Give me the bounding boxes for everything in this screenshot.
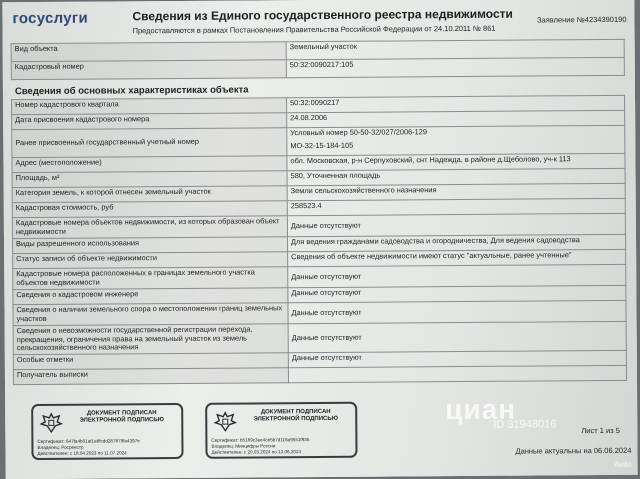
coat-of-arms-icon: [213, 411, 237, 433]
gosuslugi-logo: госуслуги: [12, 9, 89, 28]
characteristics-table: [11, 95, 627, 385]
field-label: Номер кадастрового квартала: [12, 98, 287, 115]
field-value: Земли сельскохозяйственного назначения: [287, 183, 625, 200]
stamp-cert: Сертификат: b5189c3ee4ce5b7d116a9551f935: [211, 437, 310, 443]
stamp-cert: Сертификат: 647fa4b01af1e8fcdd287879fa4397e: [37, 438, 140, 444]
table-row: [13, 321, 626, 354]
table-row: [11, 57, 624, 79]
object-summary-table: [11, 39, 625, 80]
field-label: Дата присвоения кадастрового номера: [12, 113, 287, 130]
avito-watermark: Avito: [613, 459, 632, 469]
field-value: 24.08.2006: [287, 110, 625, 127]
coat-of-arms-icon: [39, 412, 63, 434]
document-sheet: [2, 0, 637, 479]
field-value: 50:32:0090217:105: [286, 57, 624, 77]
field-value: Сведения об объекте недвижимости имеют статус "актуальные, ранее учтенные": [288, 249, 626, 266]
stamp-valid: Действителен: с 20.03.2024 по 13.06.2024: [211, 449, 302, 455]
document-title: Сведения из Единого государственного реестра недвижимости: [132, 6, 513, 24]
table-row: [13, 365, 626, 384]
section-title: Сведения об основных характеристиках объекта: [14, 84, 249, 98]
cian-watermark: циан: [445, 393, 517, 426]
field-label: Сведения о невозможности государственной регистрации перехода, прекращения, ограничения права на земельный участок из земель сельскохозяйственного назначения: [13, 324, 288, 355]
field-label: Кадастровые номера объектов недвижимости, из которых образован объект недвижимости: [12, 216, 287, 239]
statement-number: Заявление №4234390190: [536, 14, 627, 25]
field-value: Данные отсутствуют: [287, 213, 625, 236]
field-label: Статус записи об объекте недвижимости: [13, 252, 288, 269]
field-value: Данные отсутствуют: [288, 321, 626, 352]
field-value: Данные отсутствуют: [288, 285, 626, 302]
prev-number-2: МО-32-15-184-105: [290, 140, 354, 150]
field-value: 258523.4: [287, 198, 625, 215]
stamp-title: ДОКУМЕНТ ПОДПИСАН ЭЛЕКТРОННОЙ ПОДПИСЬЮ: [79, 410, 164, 424]
prev-number: Условный номер 50-50-32/027/2006-129: [290, 127, 428, 138]
e-signature-stamp: [31, 403, 183, 460]
field-value: Земельный участок: [286, 39, 624, 59]
stamp-title: ДОКУМЕНТ ПОДПИСАН ЭЛЕКТРОННОЙ ПОДПИСЬЮ: [253, 408, 338, 423]
field-value: Для ведения гражданами садоводства и огородничества, Для ведения садоводства: [287, 234, 625, 251]
field-value: Данные отсутствуют: [288, 264, 626, 287]
stamp-owner: Владелец: Росреестр: [37, 444, 84, 450]
field-value: Данные отсутствуют: [288, 300, 626, 323]
document-subtitle: Предоставляются в рамках Постановления Правительства Российской Федерации от 24.10.2011 № 861: [132, 23, 496, 36]
field-value: обл. Московская, р-н Серпуховский, снт Надежда, в районе д.Щеболово, уч-к 113: [287, 153, 625, 170]
field-label: Кадастровая стоимость, руб: [12, 201, 287, 218]
field-value: Данные отсутствуют: [288, 350, 626, 367]
field-value: 50:32:0090217: [287, 95, 625, 112]
table-row: [12, 125, 625, 157]
field-label: Получатель выписки: [13, 368, 288, 385]
field-label: Ранее присвоенный государственный учетный номер: [12, 128, 287, 158]
field-label: Сведения о наличии земельного спора о местоположении границ земельных участков: [13, 303, 288, 326]
field-label: Кадастровые номера расположенных в границах земельного участка объектов недвижимости: [13, 267, 288, 290]
e-signature-stamp: [205, 402, 357, 459]
field-label: Сведения о кадастровом инженере: [13, 288, 288, 305]
field-label: Категория земель, к которой отнесен земельный участок: [12, 186, 287, 203]
field-value: [287, 125, 625, 155]
page-counter: Лист 1 из 5: [581, 425, 620, 436]
field-label: Адрес (местоположение): [12, 156, 287, 173]
stamp-valid: Действителен: с 18.04.2023 по 11.07.2024: [37, 450, 127, 456]
field-value: 580, Уточненная площадь: [287, 168, 625, 185]
field-value: [288, 365, 626, 382]
stamp-owner: Владелец: Минцифры России: [211, 443, 276, 449]
field-label: Площадь, м²: [12, 171, 287, 188]
cian-watermark-id: ID 31948016: [493, 418, 557, 431]
field-label: Кадастровый номер: [11, 60, 286, 80]
field-label: Вид объекта: [11, 42, 286, 62]
actual-date: Данные актуальны на 06.06.2024: [515, 445, 632, 456]
field-label: Виды разрешенного использования: [12, 237, 287, 254]
field-label: Особые отметки: [13, 353, 288, 370]
